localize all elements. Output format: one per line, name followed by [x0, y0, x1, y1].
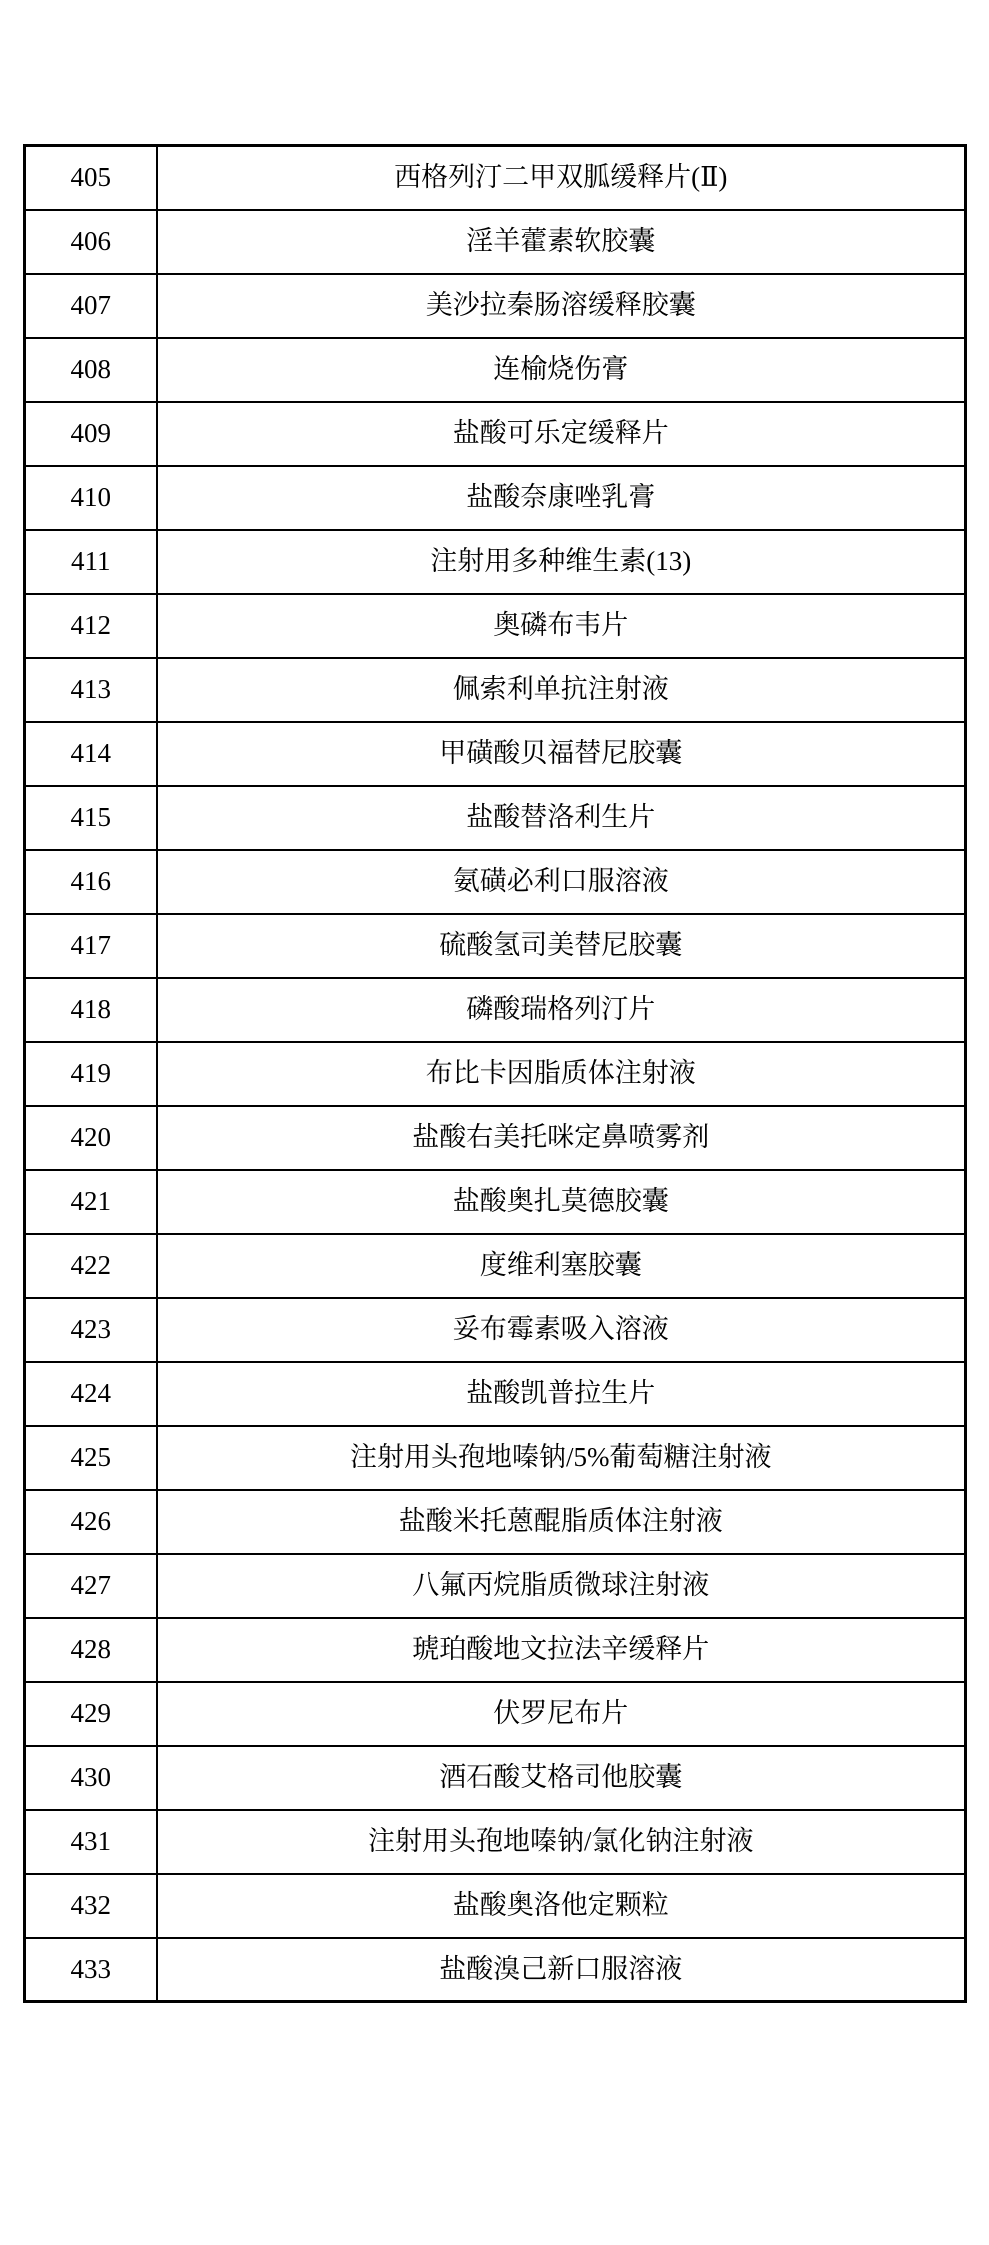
row-number-cell: 426 — [25, 1490, 157, 1554]
row-number-cell: 430 — [25, 1746, 157, 1810]
row-number-cell: 420 — [25, 1106, 157, 1170]
drug-name-cell: 妥布霉素吸入溶液 — [157, 1298, 966, 1362]
table-row — [25, 210, 966, 274]
row-number-cell: 433 — [25, 1938, 157, 2002]
drug-name-cell: 盐酸奥洛他定颗粒 — [157, 1874, 966, 1938]
table-row — [25, 1170, 966, 1234]
row-number-cell: 416 — [25, 850, 157, 914]
table-row — [25, 1746, 966, 1810]
table-row — [25, 1618, 966, 1682]
table-row — [25, 1362, 966, 1426]
table-row — [25, 658, 966, 722]
table-row — [25, 1298, 966, 1362]
table-row — [25, 466, 966, 530]
drug-name-cell: 注射用多种维生素(13) — [157, 530, 966, 594]
row-number-cell: 414 — [25, 722, 157, 786]
row-number-cell: 415 — [25, 786, 157, 850]
table-row — [25, 1426, 966, 1490]
row-number-cell: 406 — [25, 210, 157, 274]
table-row — [25, 146, 966, 210]
row-number-cell: 405 — [25, 146, 157, 210]
row-number-cell: 422 — [25, 1234, 157, 1298]
drug-name-cell: 盐酸奈康唑乳膏 — [157, 466, 966, 530]
row-number-cell: 425 — [25, 1426, 157, 1490]
row-number-cell: 407 — [25, 274, 157, 338]
drug-name-cell: 磷酸瑞格列汀片 — [157, 978, 966, 1042]
row-number-cell: 428 — [25, 1618, 157, 1682]
drug-name-cell: 盐酸右美托咪定鼻喷雾剂 — [157, 1106, 966, 1170]
table-row — [25, 850, 966, 914]
row-number-cell: 408 — [25, 338, 157, 402]
drug-name-cell: 佩索利单抗注射液 — [157, 658, 966, 722]
table-row — [25, 594, 966, 658]
drug-name-cell: 度维利塞胶囊 — [157, 1234, 966, 1298]
drug-name-cell: 盐酸溴己新口服溶液 — [157, 1938, 966, 2002]
drug-list-body — [25, 146, 966, 2002]
drug-name-cell: 琥珀酸地文拉法辛缓释片 — [157, 1618, 966, 1682]
row-number-cell: 411 — [25, 530, 157, 594]
drug-name-cell: 奥磷布韦片 — [157, 594, 966, 658]
row-number-cell: 421 — [25, 1170, 157, 1234]
drug-name-cell: 注射用头孢地嗪钠/氯化钠注射液 — [157, 1810, 966, 1874]
drug-name-cell: 连榆烧伤膏 — [157, 338, 966, 402]
row-number-cell: 418 — [25, 978, 157, 1042]
row-number-cell: 431 — [25, 1810, 157, 1874]
table-row — [25, 274, 966, 338]
table-row — [25, 1682, 966, 1746]
table-row — [25, 402, 966, 466]
drug-name-cell: 酒石酸艾格司他胶囊 — [157, 1746, 966, 1810]
drug-name-cell: 注射用头孢地嗪钠/5%葡萄糖注射液 — [157, 1426, 966, 1490]
table-row — [25, 1874, 966, 1938]
table-row — [25, 530, 966, 594]
drug-name-cell: 西格列汀二甲双胍缓释片(Ⅱ) — [157, 146, 966, 210]
drug-name-cell: 美沙拉秦肠溶缓释胶囊 — [157, 274, 966, 338]
table-row — [25, 722, 966, 786]
table-row — [25, 1106, 966, 1170]
row-number-cell: 423 — [25, 1298, 157, 1362]
drug-name-cell: 甲磺酸贝福替尼胶囊 — [157, 722, 966, 786]
drug-list-table — [23, 144, 967, 2003]
row-number-cell: 412 — [25, 594, 157, 658]
table-row — [25, 1042, 966, 1106]
row-number-cell: 429 — [25, 1682, 157, 1746]
table-row — [25, 1554, 966, 1618]
drug-name-cell: 硫酸氢司美替尼胶囊 — [157, 914, 966, 978]
table-row — [25, 914, 966, 978]
table-row — [25, 978, 966, 1042]
drug-name-cell: 盐酸奥扎莫德胶囊 — [157, 1170, 966, 1234]
drug-name-cell: 盐酸米托蒽醌脂质体注射液 — [157, 1490, 966, 1554]
drug-name-cell: 盐酸凯普拉生片 — [157, 1362, 966, 1426]
row-number-cell: 427 — [25, 1554, 157, 1618]
row-number-cell: 410 — [25, 466, 157, 530]
row-number-cell: 417 — [25, 914, 157, 978]
table-row — [25, 1938, 966, 2002]
table-row — [25, 1234, 966, 1298]
table-row — [25, 338, 966, 402]
drug-name-cell: 氨磺必利口服溶液 — [157, 850, 966, 914]
table-row — [25, 1490, 966, 1554]
table-row — [25, 786, 966, 850]
row-number-cell: 424 — [25, 1362, 157, 1426]
table-row — [25, 1810, 966, 1874]
drug-name-cell: 盐酸可乐定缓释片 — [157, 402, 966, 466]
row-number-cell: 432 — [25, 1874, 157, 1938]
row-number-cell: 409 — [25, 402, 157, 466]
row-number-cell: 419 — [25, 1042, 157, 1106]
row-number-cell: 413 — [25, 658, 157, 722]
drug-name-cell: 布比卡因脂质体注射液 — [157, 1042, 966, 1106]
drug-name-cell: 盐酸替洛利生片 — [157, 786, 966, 850]
drug-name-cell: 淫羊藿素软胶囊 — [157, 210, 966, 274]
drug-name-cell: 伏罗尼布片 — [157, 1682, 966, 1746]
drug-name-cell: 八氟丙烷脂质微球注射液 — [157, 1554, 966, 1618]
